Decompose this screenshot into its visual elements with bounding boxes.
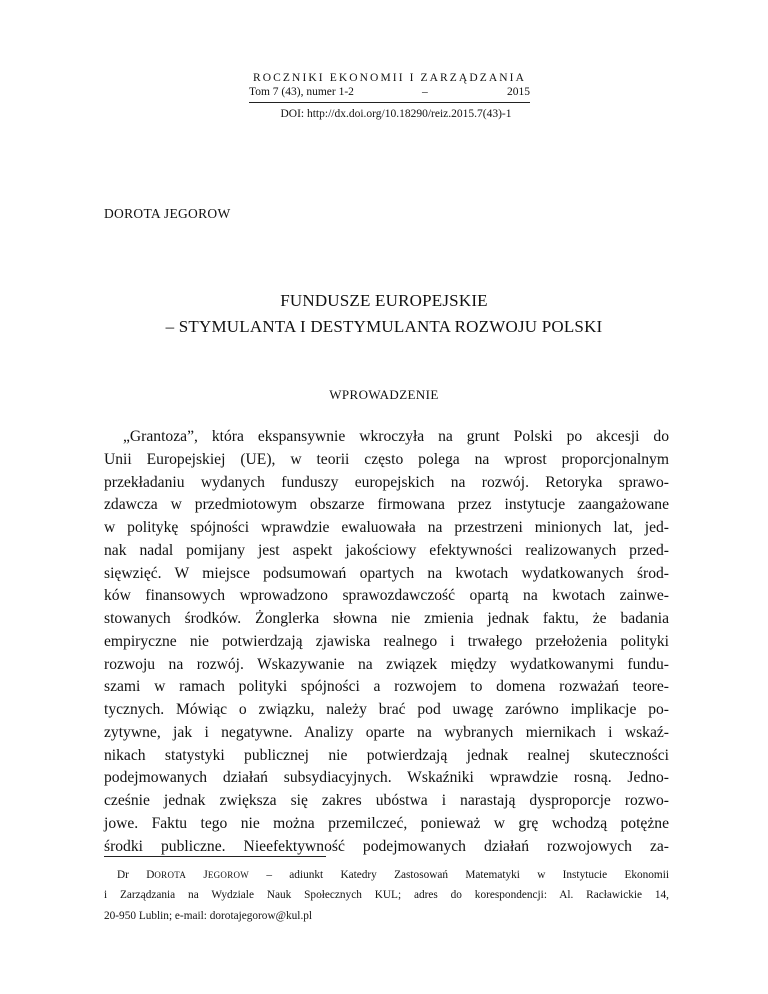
body-line: nikach statystyki publicznej nie potwierdzają jednak realnej skuteczności — [104, 746, 669, 764]
footnote-surname-smallcaps: EGOROW — [207, 870, 250, 880]
section-heading: WPROWADZENIE — [329, 387, 439, 402]
footnote-line-3: 20-950 Lublin; e-mail: dorotajegorow@kul.pl — [104, 909, 313, 922]
body-line: środki publiczne. Nieefektywność podejmowanych działań rozwojowych za- — [104, 837, 669, 855]
body-line: Unii Europejskiej (UE), w teorii często polega na wprost proporcjonalnym — [104, 450, 669, 468]
footnote-affiliation: – adiunkt Katedry Zastosowań Matematyki w Instytucie Ekonomii — [249, 869, 669, 881]
body-paragraph — [104, 426, 669, 858]
footnote-line-2: i Zarządzania na Wydziale Nauk Społecznych KUL; adres do korespondencji: Al. Racławickie 14, — [104, 889, 669, 902]
journal-name: ROCZNIKI EKONOMII I ZARZĄDZANIA — [252, 72, 527, 84]
body-line: zytywne, jak i negatywne. Analizy oparte na wybranych miernikach i wskaź- — [104, 723, 669, 741]
volume-dash: – — [422, 86, 428, 98]
body-line: jowe. Faktu tego nie można przemilczeć, ponieważ w grę wchodzą potężne — [104, 814, 669, 832]
body-line: stowanych środków. Żonglerka słowna nie zmienia jednak faktu, że badania — [104, 610, 669, 627]
volume-year: 2015 — [507, 86, 530, 98]
volume-info: Tom 7 (43), numer 1-2 — [249, 86, 354, 98]
body-line: „Grantoza”, która ekspansywnie wkroczyła na grunt Polski po akcesji do — [123, 428, 669, 445]
author-name: DOROTA JEGOROW — [104, 206, 231, 221]
body-line: cześnie jednak zwiększa się zakres ubóstwa i narastają dysproporcje rozwo- — [104, 792, 669, 809]
body-line: ków finansowych wprowadzono sprawozdawczość opartą na kwotach zainwe- — [104, 587, 669, 605]
body-line: sięwzięć. W miejsce podsumowań opartych na kwotach wydatkowanych środ- — [104, 564, 669, 582]
footnote — [104, 865, 669, 926]
footnote-divider — [104, 856, 326, 857]
body-line: zdawcza w przedmiotowym obszarze firmowana przez instytucje zaangażowane — [104, 496, 669, 514]
doi-link[interactable]: DOI: http://dx.doi.org/10.18290/reiz.2015.7(43)-1 — [280, 108, 512, 120]
body-line: nak nadal pomijany jest aspekt jakościowy efektywności realizowanych przed- — [104, 541, 669, 559]
body-line: rozwoju na rozwój. Wskazywanie na związek między wydatkowanymi fundu- — [104, 655, 669, 673]
body-line: tycznych. Mówiąc o związku, należy brać pod uwagę zarówno implikacje po- — [104, 701, 669, 718]
title-line-2: – STYMULANTA I DESTYMULANTA ROZWOJU POLSKI — [165, 317, 603, 336]
journal-header — [249, 72, 530, 103]
footnote-line-1 — [104, 865, 669, 885]
footnote-prefix: Dr D — [117, 869, 155, 881]
title-line-1: FUNDUSZE EUROPEJSKIE — [280, 291, 488, 310]
body-line: w politykę spójności wprawdzie ewaluowała na przestrzeni minionych lat, jed- — [104, 519, 669, 536]
volume-row — [249, 86, 530, 103]
body-line: szami w ramach polityki spójności a rozwojem to domena rozważań teore- — [104, 678, 669, 696]
body-line: empiryczne nie potwierdzają zjawiska realnego i trwałego przełożenia polityki — [104, 632, 669, 650]
article-title — [0, 288, 768, 340]
body-line: przekładaniu wydanych funduszy europejskich na rozwój. Retoryka sprawo- — [104, 473, 669, 491]
body-line: podejmowanych działań subsydiacyjnych. Wskaźniki wprawdzie rosną. Jedno- — [104, 769, 669, 787]
footnote-name-initial: J — [186, 869, 208, 881]
footnote-name-smallcaps: OROTA — [154, 870, 187, 880]
